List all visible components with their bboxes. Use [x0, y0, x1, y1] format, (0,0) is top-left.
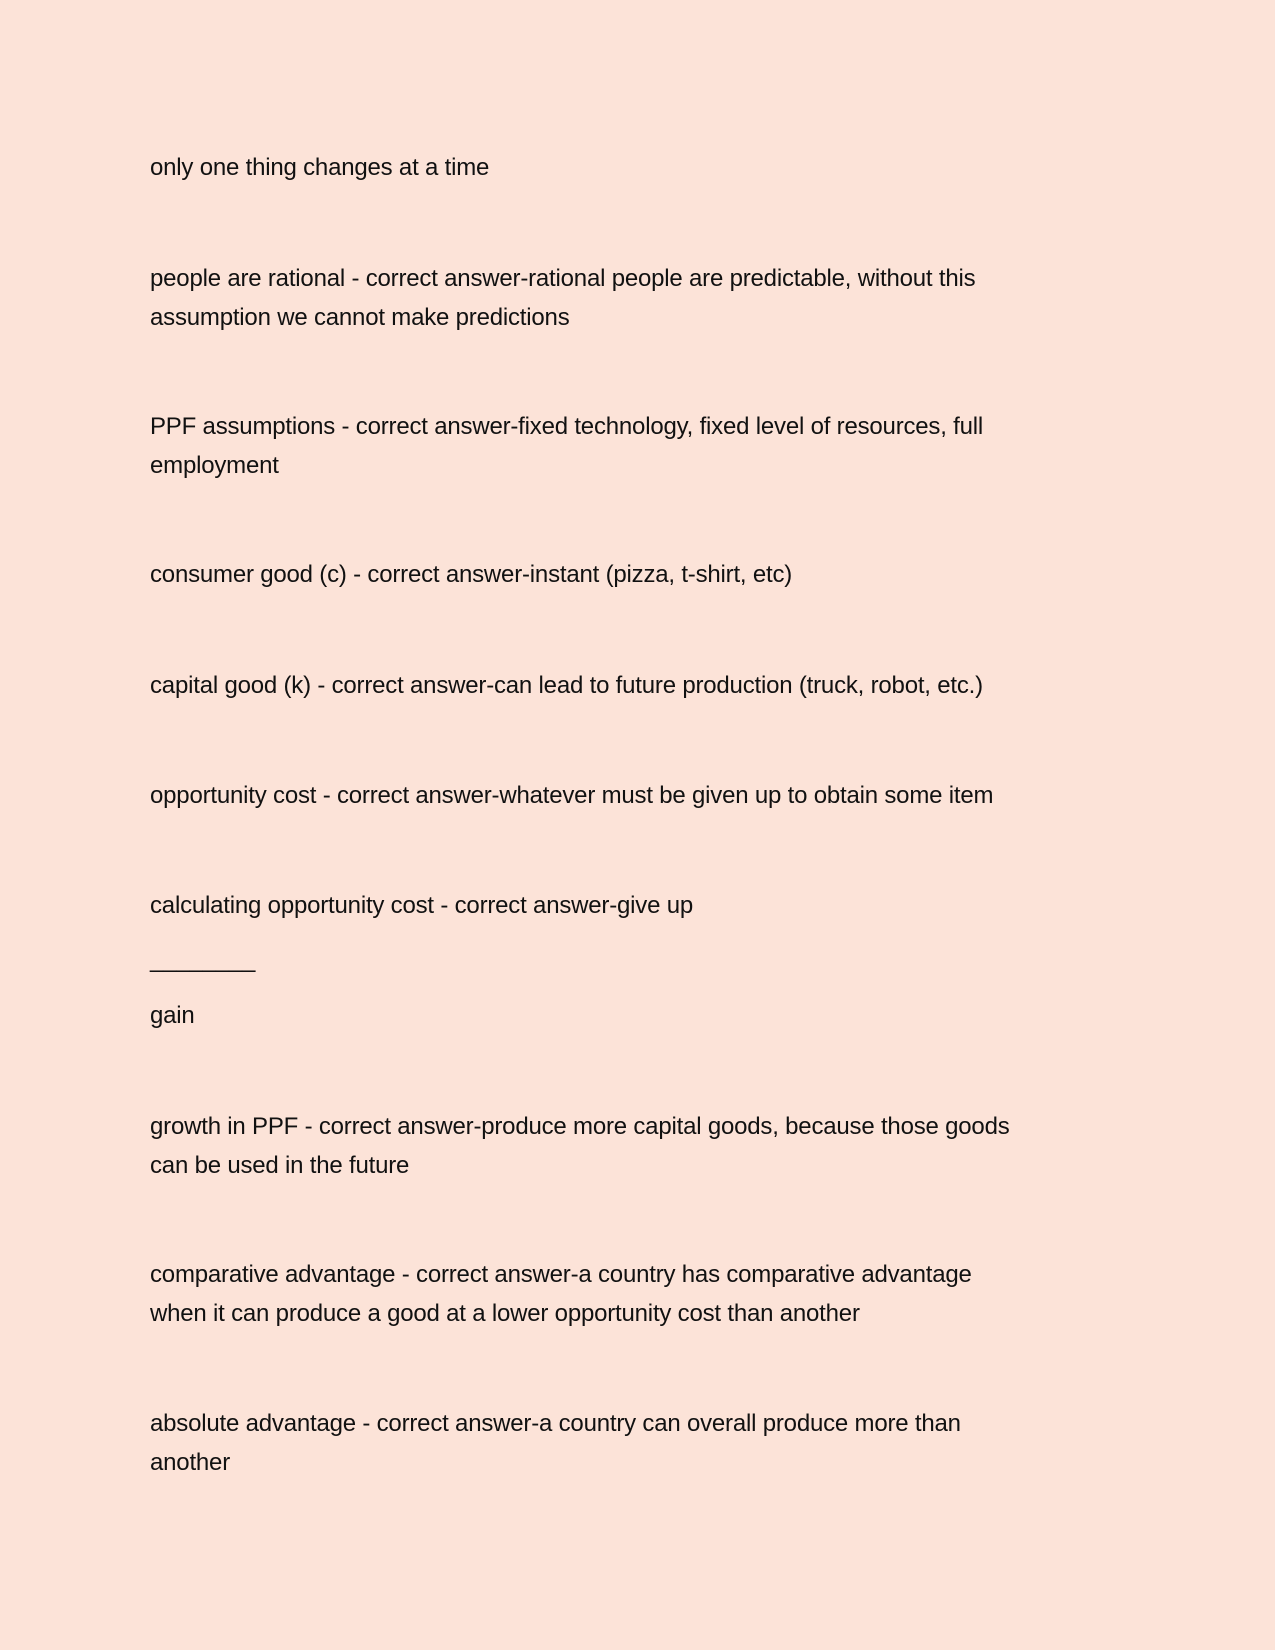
text-line: only one thing changes at a time: [150, 154, 490, 181]
text-line: absolute advantage - correct answer-a country can overall produce more than: [150, 1410, 961, 1437]
text-line: when it can produce a good at a lower opportunity cost than another: [150, 1299, 860, 1327]
entry-capital-good: [150, 667, 1150, 706]
text-line: PPF assumptions - correct answer-fixed technology, fixed level of resources, full: [150, 413, 984, 440]
entry-comparative-advantage: [150, 1256, 1150, 1333]
entry-ceteris-paribus: [150, 149, 1150, 188]
text-line: gain: [150, 1002, 195, 1029]
entry-consumer-good: [150, 556, 1150, 595]
text-line: can be used in the future: [150, 1151, 410, 1179]
fraction-bar: [150, 941, 1150, 980]
text-line: another: [150, 1448, 230, 1476]
entry-ppf-assumptions: [150, 408, 1150, 485]
entry-gain: [150, 997, 1150, 1036]
entry-growth-in-ppf: [150, 1108, 1150, 1185]
text-line: consumer good (c) - correct answer-instant (pizza, t-shirt, etc): [150, 561, 793, 588]
text-line: employment: [150, 451, 279, 479]
text-line: calculating opportunity cost - correct answer-give up: [150, 892, 693, 919]
entry-calculating-opportunity-cost: [150, 887, 1150, 926]
text-line: opportunity cost - correct answer-whatever must be given up to obtain some item: [150, 782, 994, 809]
entry-opportunity-cost: [150, 777, 1150, 816]
text-line: people are rational - correct answer-rational people are predictable, without this: [150, 265, 976, 292]
text-line: comparative advantage - correct answer-a country has comparative advantage: [150, 1261, 972, 1288]
entry-absolute-advantage: [150, 1405, 1150, 1482]
entry-people-are-rational: [150, 260, 1150, 337]
text-line: capital good (k) - correct answer-can lead to future production (truck, robot, etc.): [150, 672, 983, 699]
text-line: growth in PPF - correct answer-produce more capital goods, because those goods: [150, 1113, 1010, 1140]
text-line: assumption we cannot make predictions: [150, 303, 570, 331]
text-line: ________: [150, 946, 256, 973]
